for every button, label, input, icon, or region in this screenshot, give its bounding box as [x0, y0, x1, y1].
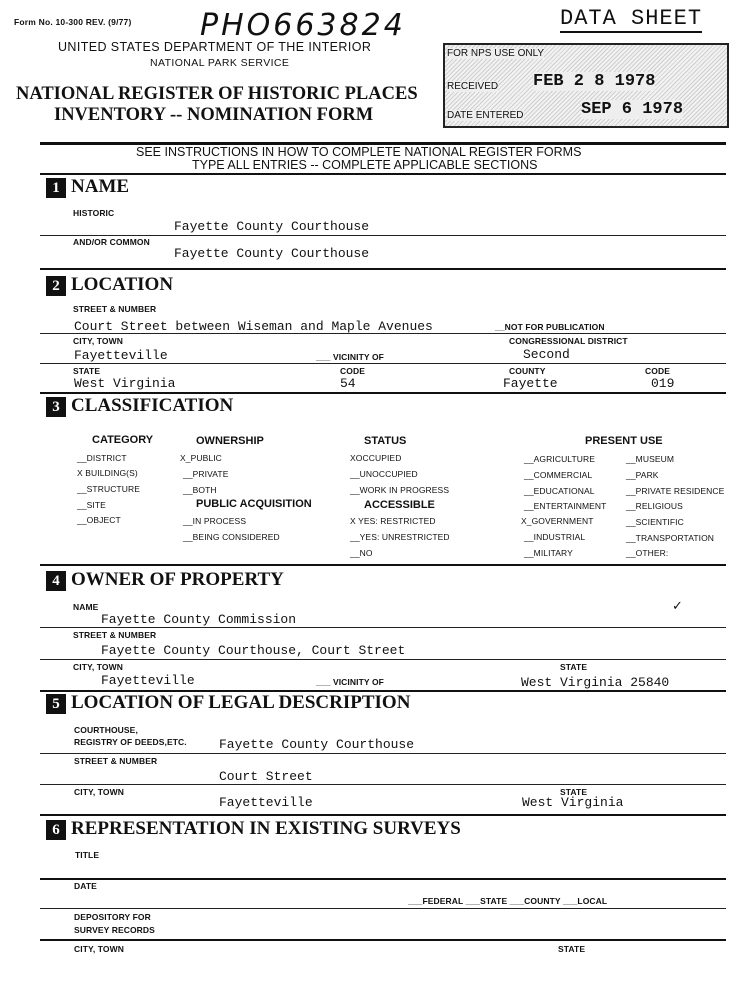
not-for-publication: __NOT FOR PUBLICATION	[495, 322, 605, 332]
section-3-title: CLASSIFICATION	[71, 395, 234, 416]
section-4-number: 4	[46, 571, 66, 591]
section-3-number: 3	[46, 397, 66, 417]
congressional-district-label: CONGRESSIONAL DISTRICT	[509, 336, 628, 346]
access-no: __NO	[350, 548, 373, 558]
agency-name: NATIONAL PARK SERVICE	[150, 57, 290, 69]
public-acquisition-header: PUBLIC ACQUISITION	[196, 498, 312, 510]
section-4-title: OWNER OF PROPERTY	[71, 569, 284, 590]
legal-city: Fayetteville	[219, 795, 313, 810]
ownership-header: OWNERSHIP	[196, 435, 264, 447]
use-private-residence: __PRIVATE RESIDENCE	[626, 486, 725, 496]
survey-levels: ___FEDERAL ___STATE ___COUNTY ___LOCAL	[408, 896, 608, 906]
form-title: NATIONAL REGISTER OF HISTORIC PLACES	[16, 84, 418, 104]
county-code-value: 019	[651, 376, 675, 391]
data-sheet-stamp: DATA SHEET	[560, 6, 703, 31]
survey-state-label: STATE	[558, 944, 586, 954]
courthouse-value: Fayette County Courthouse	[219, 737, 415, 752]
city-value: Fayetteville	[74, 348, 168, 363]
city-label: CITY, TOWN	[73, 336, 123, 346]
use-other: __OTHER:	[626, 548, 669, 558]
use-entertainment: __ENTERTAINMENT	[524, 501, 607, 511]
use-scientific: __SCIENTIFIC	[626, 517, 684, 527]
form-subtitle: INVENTORY -- NOMINATION FORM	[54, 105, 374, 125]
county-value: Fayette	[503, 376, 558, 391]
common-name: Fayette County Courthouse	[174, 246, 370, 261]
category-structure: __STRUCTURE	[77, 484, 140, 494]
date-entered-value: SEP 6 1978	[581, 100, 684, 119]
owner-name: Fayette County Commission	[101, 612, 297, 627]
checkmark: ✓	[672, 598, 683, 613]
owner-street-label: STREET & NUMBER	[73, 630, 157, 640]
ownership-both: __BOTH	[183, 485, 217, 495]
use-government: X_GOVERNMENT	[521, 516, 594, 526]
category-header: CATEGORY	[92, 434, 154, 446]
received-label: RECEIVED	[447, 81, 499, 92]
common-name-label: AND/OR COMMON	[73, 237, 150, 247]
section-2-title: LOCATION	[71, 274, 174, 295]
legal-state: West Virginia	[522, 795, 624, 810]
instructions-line1: SEE INSTRUCTIONS IN HOW TO COMPLETE NATIONAL REGISTER FORMS	[136, 145, 582, 159]
use-agriculture: __AGRICULTURE	[524, 454, 596, 464]
category-site: __SITE	[77, 500, 106, 510]
survey-date-label: DATE	[74, 881, 97, 891]
state-code-label: CODE	[340, 366, 365, 376]
handwritten-id: PHO663824	[200, 8, 406, 43]
vicinity-label: ___ VICINITY OF	[316, 352, 384, 362]
acquisition-being-considered: __BEING CONSIDERED	[183, 532, 280, 542]
legal-street-label: STREET & NUMBER	[74, 756, 158, 766]
county-code-label: CODE	[645, 366, 670, 376]
use-museum: __MUSEUM	[626, 454, 675, 464]
section-5-title: LOCATION OF LEGAL DESCRIPTION	[71, 692, 411, 713]
state-value: West Virginia	[74, 376, 176, 391]
received-date: FEB 2 8 1978	[533, 72, 656, 91]
state-label: STATE	[73, 366, 101, 376]
accessible-header: ACCESSIBLE	[364, 499, 435, 511]
legal-city-label: CITY, TOWN	[74, 787, 124, 797]
form-number: Form No. 10-300 REV. (9/77)	[14, 17, 132, 27]
legal-street: Court Street	[219, 769, 313, 784]
depository-label-2: SURVEY RECORDS	[74, 925, 155, 935]
registry-label: REGISTRY OF DEEDS,ETC.	[74, 737, 187, 747]
category-building: X BUILDING(S)	[77, 468, 138, 478]
date-entered-label: DATE ENTERED	[447, 110, 524, 121]
category-object: __OBJECT	[77, 515, 121, 525]
department-name: UNITED STATES DEPARTMENT OF THE INTERIOR	[58, 40, 372, 54]
survey-city-label: CITY, TOWN	[74, 944, 124, 954]
access-yes-unrestricted: __YES: UNRESTRICTED	[350, 532, 450, 542]
owner-vicinity-label: ___ VICINITY OF	[316, 677, 384, 687]
status-unoccupied: __UNOCCUPIED	[350, 469, 418, 479]
historic-name: Fayette County Courthouse	[174, 219, 370, 234]
use-transportation: __TRANSPORTATION	[626, 533, 715, 543]
owner-state-label: STATE	[560, 662, 588, 672]
ownership-public: X_PUBLIC	[180, 453, 222, 463]
category-district: __DISTRICT	[77, 453, 127, 463]
nps-box-label: FOR NPS USE ONLY	[447, 48, 545, 59]
status-work-in-progress: __WORK IN PROGRESS	[350, 485, 450, 495]
courthouse-label: COURTHOUSE,	[74, 725, 138, 735]
owner-street: Fayette County Courthouse, Court Street	[101, 643, 406, 658]
use-educational: __EDUCATIONAL	[524, 486, 595, 496]
state-code-value: 54	[340, 376, 356, 391]
owner-city-label: CITY, TOWN	[73, 662, 123, 672]
section-6-title: REPRESENTATION IN EXISTING SURVEYS	[71, 818, 461, 839]
use-military: __MILITARY	[524, 548, 573, 558]
section-1-title: NAME	[71, 176, 130, 197]
owner-name-label: NAME	[73, 602, 99, 612]
depository-label-1: DEPOSITORY FOR	[74, 912, 151, 922]
county-label: COUNTY	[509, 366, 546, 376]
instructions-line2: TYPE ALL ENTRIES -- COMPLETE APPLICABLE SECTIONS	[192, 158, 538, 172]
status-header: STATUS	[364, 435, 407, 447]
owner-city: Fayetteville	[101, 673, 195, 688]
use-commercial: __COMMERCIAL	[524, 470, 593, 480]
legal-state-label: STATE	[560, 787, 588, 797]
use-industrial: __INDUSTRIAL	[524, 532, 586, 542]
street-address: Court Street between Wiseman and Maple Avenues	[74, 319, 433, 334]
acquisition-in-process: __IN PROCESS	[183, 516, 247, 526]
access-yes-restricted: X YES: RESTRICTED	[350, 516, 436, 526]
congressional-district-value: Second	[523, 347, 570, 362]
section-5-number: 5	[46, 694, 66, 714]
use-park: __PARK	[626, 470, 659, 480]
ownership-private: __PRIVATE	[183, 469, 229, 479]
section-6-number: 6	[46, 820, 66, 840]
use-religious: __RELIGIOUS	[626, 501, 683, 511]
status-occupied: XOCCUPIED	[350, 453, 402, 463]
present-use-header: PRESENT USE	[585, 435, 663, 447]
owner-state: West Virginia 25840	[521, 675, 670, 690]
survey-title-label: TITLE	[75, 850, 100, 860]
section-1-number: 1	[46, 178, 66, 198]
section-2-number: 2	[46, 276, 66, 296]
historic-label: HISTORIC	[73, 208, 115, 218]
street-label: STREET & NUMBER	[73, 304, 157, 314]
nps-use-box	[443, 43, 729, 128]
